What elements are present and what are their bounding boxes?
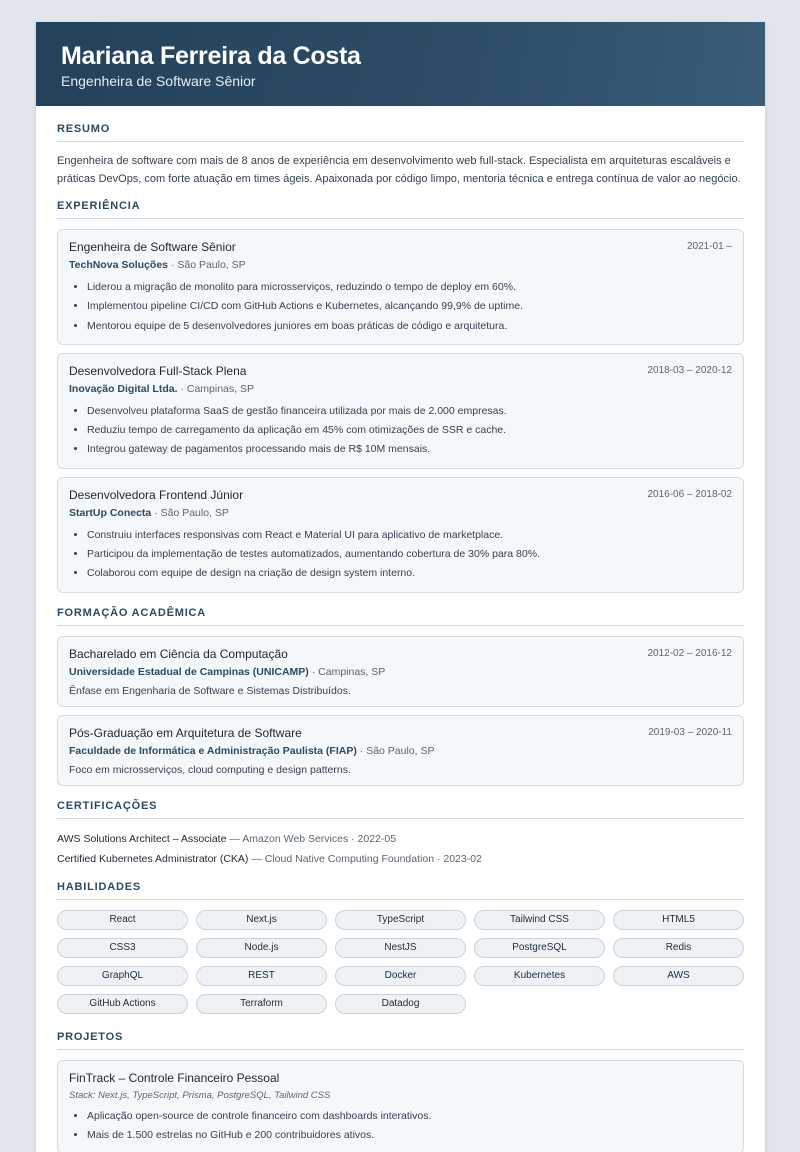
job-bullet: • Reduziu tempo de carregamento da aplicação em 45% com otimizações de SSR e cache. xyxy=(87,421,732,440)
institution-name: Universidade Estadual de Campinas (UNICAMP) xyxy=(69,665,309,678)
skills-grid xyxy=(57,910,744,1014)
resume-header xyxy=(36,22,765,106)
job-org xyxy=(69,258,732,272)
skill-tag: Redis xyxy=(613,938,744,958)
job-title: Desenvolvedora Frontend Júnior xyxy=(69,487,244,502)
company-name: StartUp Conecta xyxy=(69,506,152,519)
project-bullets xyxy=(69,1107,732,1146)
skill-tag: NestJS xyxy=(335,938,466,958)
skill-tag: Tailwind CSS xyxy=(474,910,605,930)
education-card xyxy=(57,636,744,707)
project-list xyxy=(57,1060,744,1152)
project-card xyxy=(57,1060,744,1152)
skill-tag: HTML5 xyxy=(613,910,744,930)
job-title: Engenheira de Software Sênior xyxy=(69,240,236,254)
section-title-experience: EXPERIÊNCIA xyxy=(57,200,744,219)
certification-name: AWS Solutions Architect – Associate xyxy=(57,832,227,845)
section-title-projects: PROJETOS xyxy=(57,1031,744,1050)
job-bullet: • Construiu interfaces responsivas com React e Material UI para aplicativo de marketplace. xyxy=(87,526,732,545)
degree-title: Bacharelado em Ciência da Computação xyxy=(69,646,288,661)
education-list xyxy=(57,636,744,786)
company-location: · São Paulo, SP xyxy=(154,506,229,519)
job-date: 2021-01 – xyxy=(686,241,732,252)
job-bullets xyxy=(69,526,732,584)
skill-tag: CSS3 xyxy=(57,938,188,958)
section-title-skills: HABILIDADES xyxy=(57,881,744,900)
skill-tag: AWS xyxy=(613,966,744,986)
skill-tag: GitHub Actions xyxy=(57,994,188,1014)
candidate-name: Mariana Ferreira da Costa xyxy=(61,42,361,70)
candidate-title: Engenheira de Software Sênior xyxy=(61,73,256,89)
certification-issuer: — Amazon Web Services · 2022-05 xyxy=(229,832,397,845)
company-name: TechNova Soluções xyxy=(69,259,169,271)
job-bullet: • Desenvolveu plataforma SaaS de gestão financeira utilizada por mais de 2.000 empresas. xyxy=(87,402,732,421)
job-date: 2018-03 – 2020-12 xyxy=(647,364,732,376)
resume-page xyxy=(36,22,765,1152)
degree-title: Pós-Graduação em Arquitetura de Software xyxy=(69,725,302,740)
job-bullets xyxy=(69,402,732,460)
skill-tag: Datadog xyxy=(335,994,466,1014)
experience-card xyxy=(57,353,744,469)
certification-item xyxy=(57,829,744,849)
institution-name: Faculdade de Informática e Administração Paulista (FIAP) xyxy=(69,744,357,757)
skill-tag: Kubernetes xyxy=(474,966,605,986)
job-bullet: • Colaborou com equipe de design na criação de design system interno. xyxy=(87,564,732,583)
skill-tag: React xyxy=(57,910,188,930)
certification-name: Certified Kubernetes Administrator (CKA) xyxy=(57,852,249,865)
degree-org xyxy=(69,665,732,679)
degree-date: 2012-02 – 2016-12 xyxy=(647,647,732,659)
section-title-summary: RESUMO xyxy=(57,123,744,142)
skill-tag: Docker xyxy=(335,966,466,986)
skill-tag: GraphQL xyxy=(57,966,188,986)
skill-tag: PostgreSQL xyxy=(474,938,605,958)
certification-item xyxy=(57,849,744,869)
resume-content xyxy=(36,123,765,1152)
institution-location: · São Paulo, SP xyxy=(359,744,435,757)
summary-text: Engenheira de software com mais de 8 anos de experiência em desenvolvimento web full-stack. Especialista em arquiteturas escaláveis e práticas DevOps, com forte atuação em times ágeis. Apaixonada por código limpo, mentoria técnica e entrega contínua de valor ao negócio. xyxy=(57,155,741,185)
job-bullet: • Liderou a migração de monolito para microsserviços, reduzindo o tempo de deploy em 60%. xyxy=(87,278,732,297)
job-org xyxy=(69,506,732,520)
job-bullet: • Implementou pipeline CI/CD com GitHub Actions e Kubernetes, alcançando 99,9% de uptime. xyxy=(87,297,732,316)
section-title-education: FORMAÇÃO ACADÊMICA xyxy=(57,607,744,626)
experience-card xyxy=(57,477,744,593)
degree-org xyxy=(69,744,732,758)
institution-location: · Campinas, SP xyxy=(311,665,386,678)
degree-description: Foco em microsserviços, cloud computing e design patterns. xyxy=(69,763,351,776)
skill-tag: Node.js xyxy=(196,938,327,958)
education-card xyxy=(57,715,744,786)
degree-date: 2019-03 – 2020-11 xyxy=(648,726,732,738)
company-location: · Campinas, SP xyxy=(180,382,254,395)
job-bullet: • Integrou gateway de pagamentos processando mais de R$ 10M mensais. xyxy=(87,440,732,459)
experience-card xyxy=(57,229,744,345)
project-bullet: • Aplicação open-source de controle financeiro com dashboards interativos. xyxy=(87,1107,732,1126)
job-title: Desenvolvedora Full-Stack Plena xyxy=(69,363,247,378)
skill-tag: Terraform xyxy=(196,994,327,1014)
project-bullet: • Mais de 1.500 estrelas no GitHub e 200 contribuidores ativos. xyxy=(87,1126,732,1145)
certification-list xyxy=(57,829,744,869)
job-bullet: • Mentorou equipe de 5 desenvolvedores juniores em boas práticas de código e arquitetura. xyxy=(87,317,732,336)
job-bullets xyxy=(69,278,732,336)
skill-tag: TypeScript xyxy=(335,910,466,930)
certification-issuer: — Cloud Native Computing Foundation · 2023-02 xyxy=(251,852,482,865)
skill-tag: REST xyxy=(196,966,327,986)
company-location: · São Paulo, SP xyxy=(170,259,246,271)
company-name: Inovação Digital Ltda. xyxy=(69,382,178,395)
job-bullet: • Participou da implementação de testes automatizados, aumentando cobertura de 30% para 80%. xyxy=(87,545,732,564)
degree-description: Ênfase em Engenharia de Software e Sistemas Distribuídos. xyxy=(69,684,351,697)
section-title-certifications: CERTIFICAÇÕES xyxy=(57,800,744,819)
project-title: FinTrack – Controle Financeiro Pessoal xyxy=(69,1070,280,1085)
skill-tag: Next.js xyxy=(196,910,327,930)
project-stack: Stack: Next.js, TypeScript, Prisma, PostgreSQL, Tailwind CSS xyxy=(69,1089,331,1101)
job-date: 2016-06 – 2018-02 xyxy=(647,488,732,500)
experience-list xyxy=(57,229,744,593)
job-org xyxy=(69,382,732,396)
